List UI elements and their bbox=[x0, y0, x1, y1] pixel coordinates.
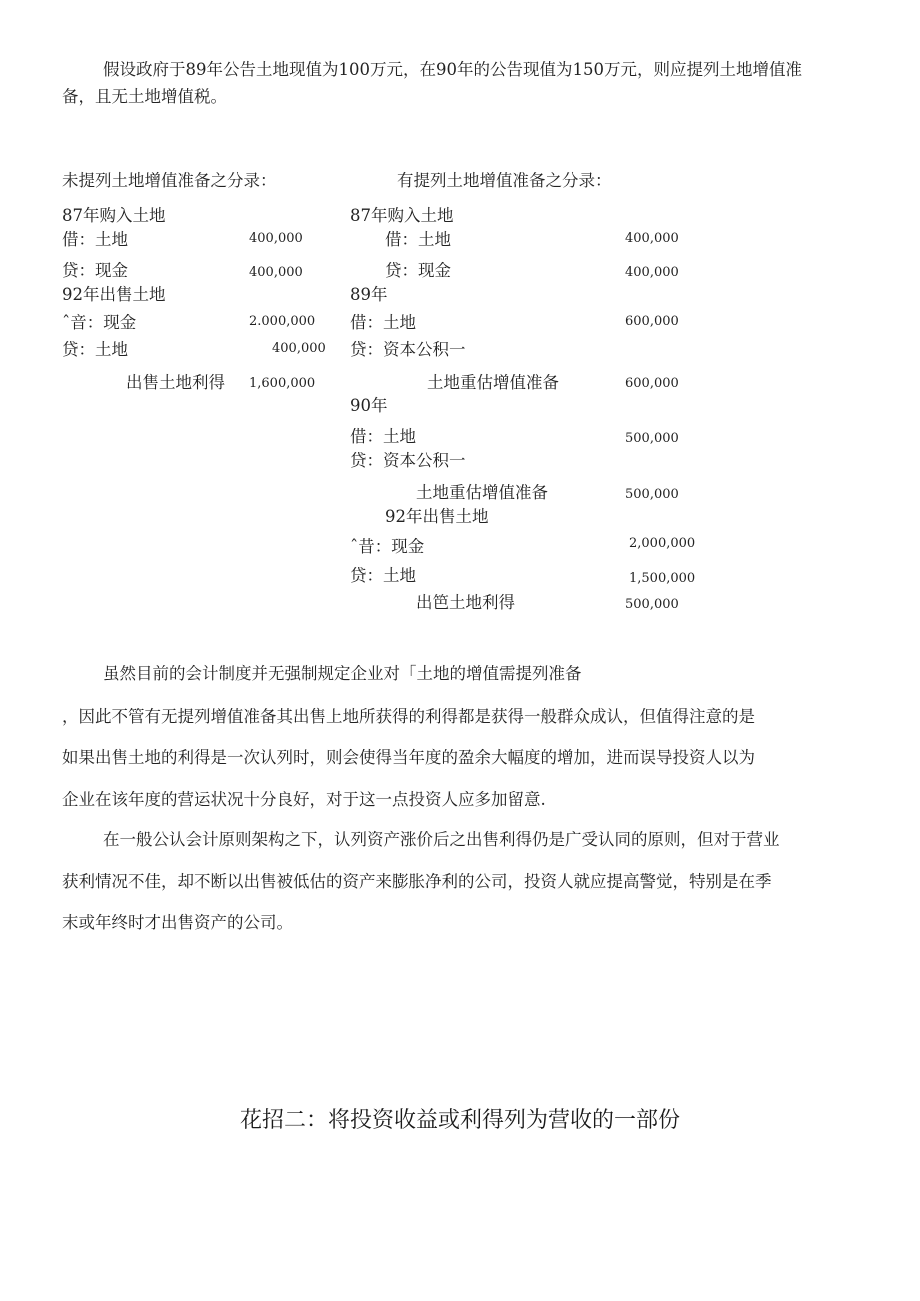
intro-line-2: 备，且无土地增值税。 bbox=[62, 87, 227, 106]
left-row-2-amount: 400,000 bbox=[249, 231, 303, 246]
left-row-3-amount: 400,000 bbox=[249, 265, 303, 280]
right-row-9-amount: 500,000 bbox=[625, 431, 679, 446]
right-row-6-text: 贷：资本公积一 bbox=[350, 340, 466, 359]
right-row-4-text: 89年 bbox=[350, 285, 388, 304]
body-p1-line-1: 虽然目前的会计制度并无强制规定企业对「土地的增值需提列准备 bbox=[103, 664, 582, 683]
body-p1-line-3: 如果出售土地的利得是一次认列时，则会使得当年度的盈余大幅度的增加，进而误导投资人以为 bbox=[62, 748, 755, 767]
left-row-2-text: 借：土地 bbox=[62, 230, 128, 249]
left-row-4-text: 92年出售土地 bbox=[62, 285, 166, 304]
left-row-6-text: 贷：土地 bbox=[62, 340, 128, 359]
right-row-11-text: 土地重估增值准备 bbox=[416, 483, 548, 502]
left-row-1-text: 87年购入土地 bbox=[62, 206, 166, 225]
left-row-6-amount: 400,000 bbox=[272, 341, 326, 356]
right-row-15-text: 出笆土地利得 bbox=[416, 593, 515, 612]
right-row-10-text: 贷：资本公积一 bbox=[350, 451, 466, 470]
body-p1-line-2: ，因此不管有无提列增值准备其出售上地所获得的利得都是获得一般群众成认，但值得注意的是 bbox=[62, 707, 755, 726]
right-row-3-amount: 400,000 bbox=[625, 265, 679, 280]
right-row-14-text: 贷：土地 bbox=[350, 566, 416, 585]
right-row-9-text: 借：土地 bbox=[350, 427, 416, 446]
intro-line-1: 假设政府于89年公告土地现值为100万元，在90年的公告现值为150万元，则应提列土地增值准 bbox=[103, 60, 802, 79]
right-row-14-amount: 1,500,000 bbox=[629, 571, 696, 586]
right-row-15-amount: 500,000 bbox=[625, 597, 679, 612]
left-row-7-amount: 1,600,000 bbox=[249, 376, 316, 391]
section-heading: 花招二：将投资收益或利得列为营收的一部份 bbox=[239, 1108, 680, 1133]
left-row-5-amount: 2.000,000 bbox=[249, 314, 316, 329]
body-p2-line-3: 末或年终时才出售资产的公司。 bbox=[62, 913, 293, 932]
right-row-3-text: 贷：现金 bbox=[385, 261, 451, 280]
right-row-7-amount: 600,000 bbox=[625, 376, 679, 391]
right-row-8-text: 90年 bbox=[350, 396, 388, 415]
left-row-5-text: ˆ音：现金 bbox=[62, 313, 137, 332]
right-row-13-amount: 2,000,000 bbox=[629, 536, 696, 551]
right-row-13-text: ˆ昔：现金 bbox=[350, 537, 425, 556]
right-row-12-text: 92年出售土地 bbox=[385, 507, 489, 526]
right-row-2-amount: 400,000 bbox=[625, 231, 679, 246]
right-row-1-text: 87年购入土地 bbox=[350, 206, 454, 225]
body-p1-line-4: 企业在该年度的营运状况十分良好，对于这一点投资人应多加留意. bbox=[62, 790, 546, 809]
right-title: 有提列土地增值准备之分录： bbox=[397, 171, 612, 190]
right-row-5-amount: 600,000 bbox=[625, 314, 679, 329]
right-row-2-text: 借：土地 bbox=[385, 230, 451, 249]
right-row-7-text: 土地重估增值准备 bbox=[427, 373, 559, 392]
left-row-3-text: 贷：现金 bbox=[62, 261, 128, 280]
right-row-5-text: 借：土地 bbox=[350, 313, 416, 332]
left-row-7-text: 出售土地利得 bbox=[126, 373, 225, 392]
body-p2-line-2: 获利情况不佳，却不断以出售被低估的资产来膨胀净利的公司，投资人就应提高警觉，特别是在季 bbox=[62, 872, 772, 891]
right-row-11-amount: 500,000 bbox=[625, 487, 679, 502]
left-title: 未提列土地增值准备之分录： bbox=[62, 171, 277, 190]
body-p2-line-1: 在一般公认会计原则架构之下，认列资产涨价后之出售利得仍是广受认同的原则，但对于营业 bbox=[103, 830, 780, 849]
